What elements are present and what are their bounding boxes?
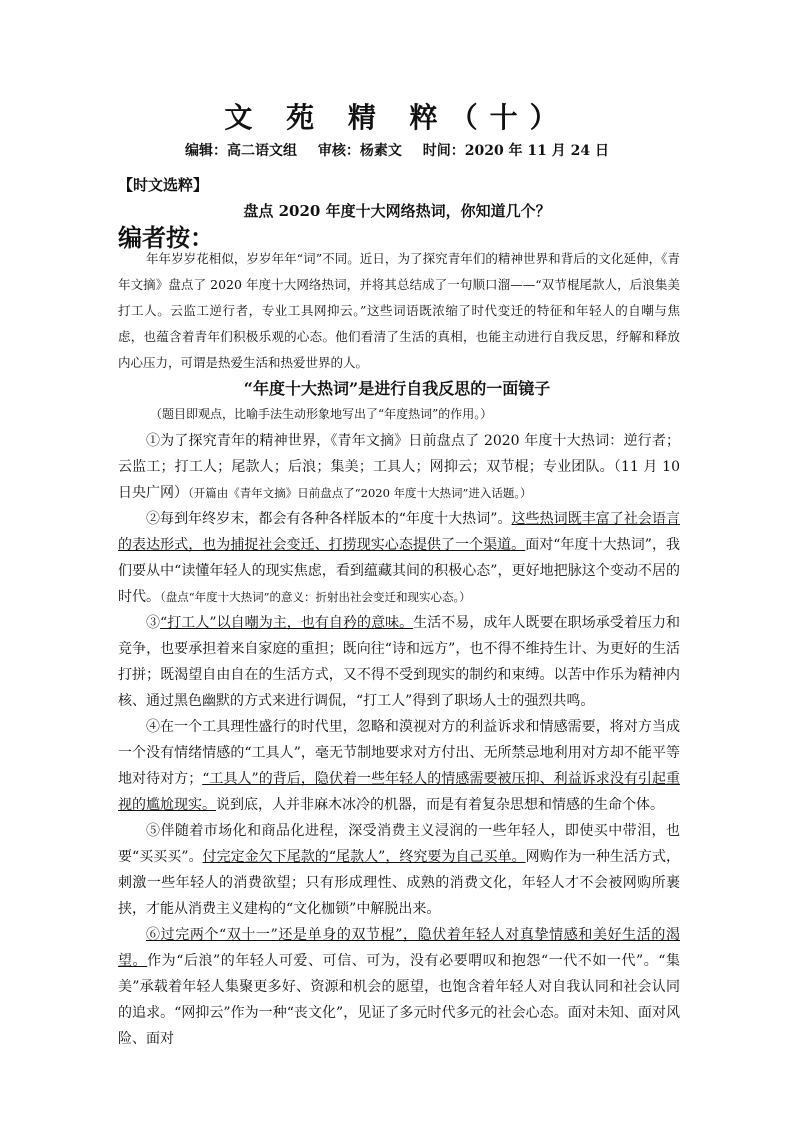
p3-underline: “打工人”以自嘲为主，也有自矜的意味。 bbox=[160, 615, 414, 631]
p2-underline: 这些热词既丰富了社会语言的表达形式，也为捕捉社会变迁、打捞现实心态提供了一个渠道。 bbox=[118, 511, 680, 553]
p4-text-b: 说到底，人并非麻木冰冷的机器，而是有着复杂思想和情感的生命个体。 bbox=[216, 797, 664, 813]
editor-note: 年年岁岁花相似，岁岁年年“词”不同。近日，为了探究青年们的精神世界和背后的文化延伸，《青年文摘》盘点了 2020 年度十大网络热词，并将其总结成了一句顺口溜——“双节棍尾款人，后浪集美打工人。云监工逆行者，专业工具网抑云。”这些词语既浓缩了时代变迁的特征和年轻人的自嘲与焦虑，也蕴含着青年们积极乐观的心态。他们看清了生活的真相，也能主动进行自我反思，纾解和释放内心压力，可谓是热爱生活和热爱世界的人。 bbox=[118, 251, 680, 370]
paragraph-5 bbox=[118, 818, 680, 922]
p6-underline: ⑥过完两个“双十一”还是单身的双节棍”，隐伏着年轻人对真挚情感和美好生活的渴望。 bbox=[118, 927, 680, 969]
p2-note: （盘点“年度十大热词”的意义：折射出社会变迁和现实心态。） bbox=[160, 590, 471, 604]
p1-note: （开篇由《青年文摘》日前盘点了“2020 年度十大热词”进入话题。） bbox=[188, 486, 532, 500]
article-subtitle: “年度十大热词”是进行自我反思的一面镜子 bbox=[243, 379, 551, 398]
p2-text-a: ②每到年终岁末，都会有各种各样版本的“年度十大热词”。 bbox=[146, 511, 512, 527]
article-title: 盘点 2020 年度十大网络热词，你知道几个？ bbox=[243, 202, 551, 220]
p3-text-b: 生活不易，成年人既要在职场承受着压力和竞争，也要承担着来自家庭的重担；既向往“诗和远方”，也不得不维持生计、为更好的生活打拼；既渴望自由自在的生活方式，又不得不受到现实的制约和束缚。以苦中作乐为精神内核、通过黑色幽默的方式来进行调侃，“打工人”得到了职场人士的强烈共鸣。 bbox=[118, 615, 680, 709]
paragraph-3 bbox=[118, 610, 680, 714]
p5-text-a: ⑤伴随着市场化和商品化进程，深受消费主义浸润的一些年轻人，即使买中带泪，也要“买买买”。 bbox=[118, 823, 680, 865]
paragraph-2 bbox=[118, 506, 680, 610]
p3-text-a: ③ bbox=[146, 615, 161, 631]
section-label: 【时文选粹】 bbox=[118, 176, 209, 194]
date-text: 时间：2020 年 11 月 24 日 bbox=[422, 143, 610, 159]
p1-text: ①为了探究青年的精神世界，《青年文摘》日前盘点了 2020 年度十大热词：逆行者；云监工；打工人；尾款人；后浪；集美；工具人；网抑云；双节棍；专业团队。（11 月 10 日央广网） bbox=[118, 433, 680, 501]
paragraph-6 bbox=[118, 922, 680, 1052]
p6-text-b: 作为“后浪”的年轻人可爱、可信、可为，没有必要喟叹和抱怨“一代不如一代”。“集美”承载着年轻人集聚更多好、资源和机会的愿望，也饱含着年轻人对自我认同和社会认同的追求。“网抑云”作为一种“丧文化”，见证了多元时代多元的社会心态。面对未知、面对风险、面对 bbox=[118, 953, 681, 1047]
paragraph-4 bbox=[118, 714, 680, 818]
header-meta bbox=[0, 140, 794, 160]
paragraph-1 bbox=[118, 428, 680, 506]
editor-note-label: 编者按： bbox=[118, 223, 214, 252]
p5-underline: 付完定金欠下尾款的“尾款人”，终究要为自己买单。 bbox=[202, 849, 526, 865]
p4-underline: “工具人”的背后，隐伏着一些年轻人的情感需要被压抑、利益诉求没有引起重视的尴尬现实。 bbox=[118, 771, 681, 813]
subtitle-note: （题目即观点，比喻手法生动形象地写出了“年度热词”的作用。） bbox=[150, 407, 493, 421]
p2-text-b: 面对“年度十大热词”，我们要从中“读懂年轻人的现实焦虑，看到蕴藏其间的积极心态”，更好地把脉这个变动不居的时代。 bbox=[118, 537, 680, 605]
reviewer-text: 审核：杨素文 bbox=[317, 143, 402, 159]
p4-text-a: ④在一个工具理性盛行的时代里，忽略和漠视对方的利益诉求和情感需要，将对方当成一个没有情绪情感的“工具人”，毫无节制地要求对方付出、无所禁忌地利用对方却不能平等地对待对方； bbox=[118, 719, 680, 787]
p5-text-b: 网购作为一种生活方式，刺激一些年轻人的消费欲望；只有形成理性、成熟的消费文化，年轻人才不会被网购所裹挟，才能从消费主义建构的“文化枷锁”中解脱出来。 bbox=[118, 849, 680, 917]
page-title: 文 苑 精 粹（十） bbox=[224, 101, 570, 134]
editor-text: 编辑：高二语文组 bbox=[184, 143, 297, 159]
